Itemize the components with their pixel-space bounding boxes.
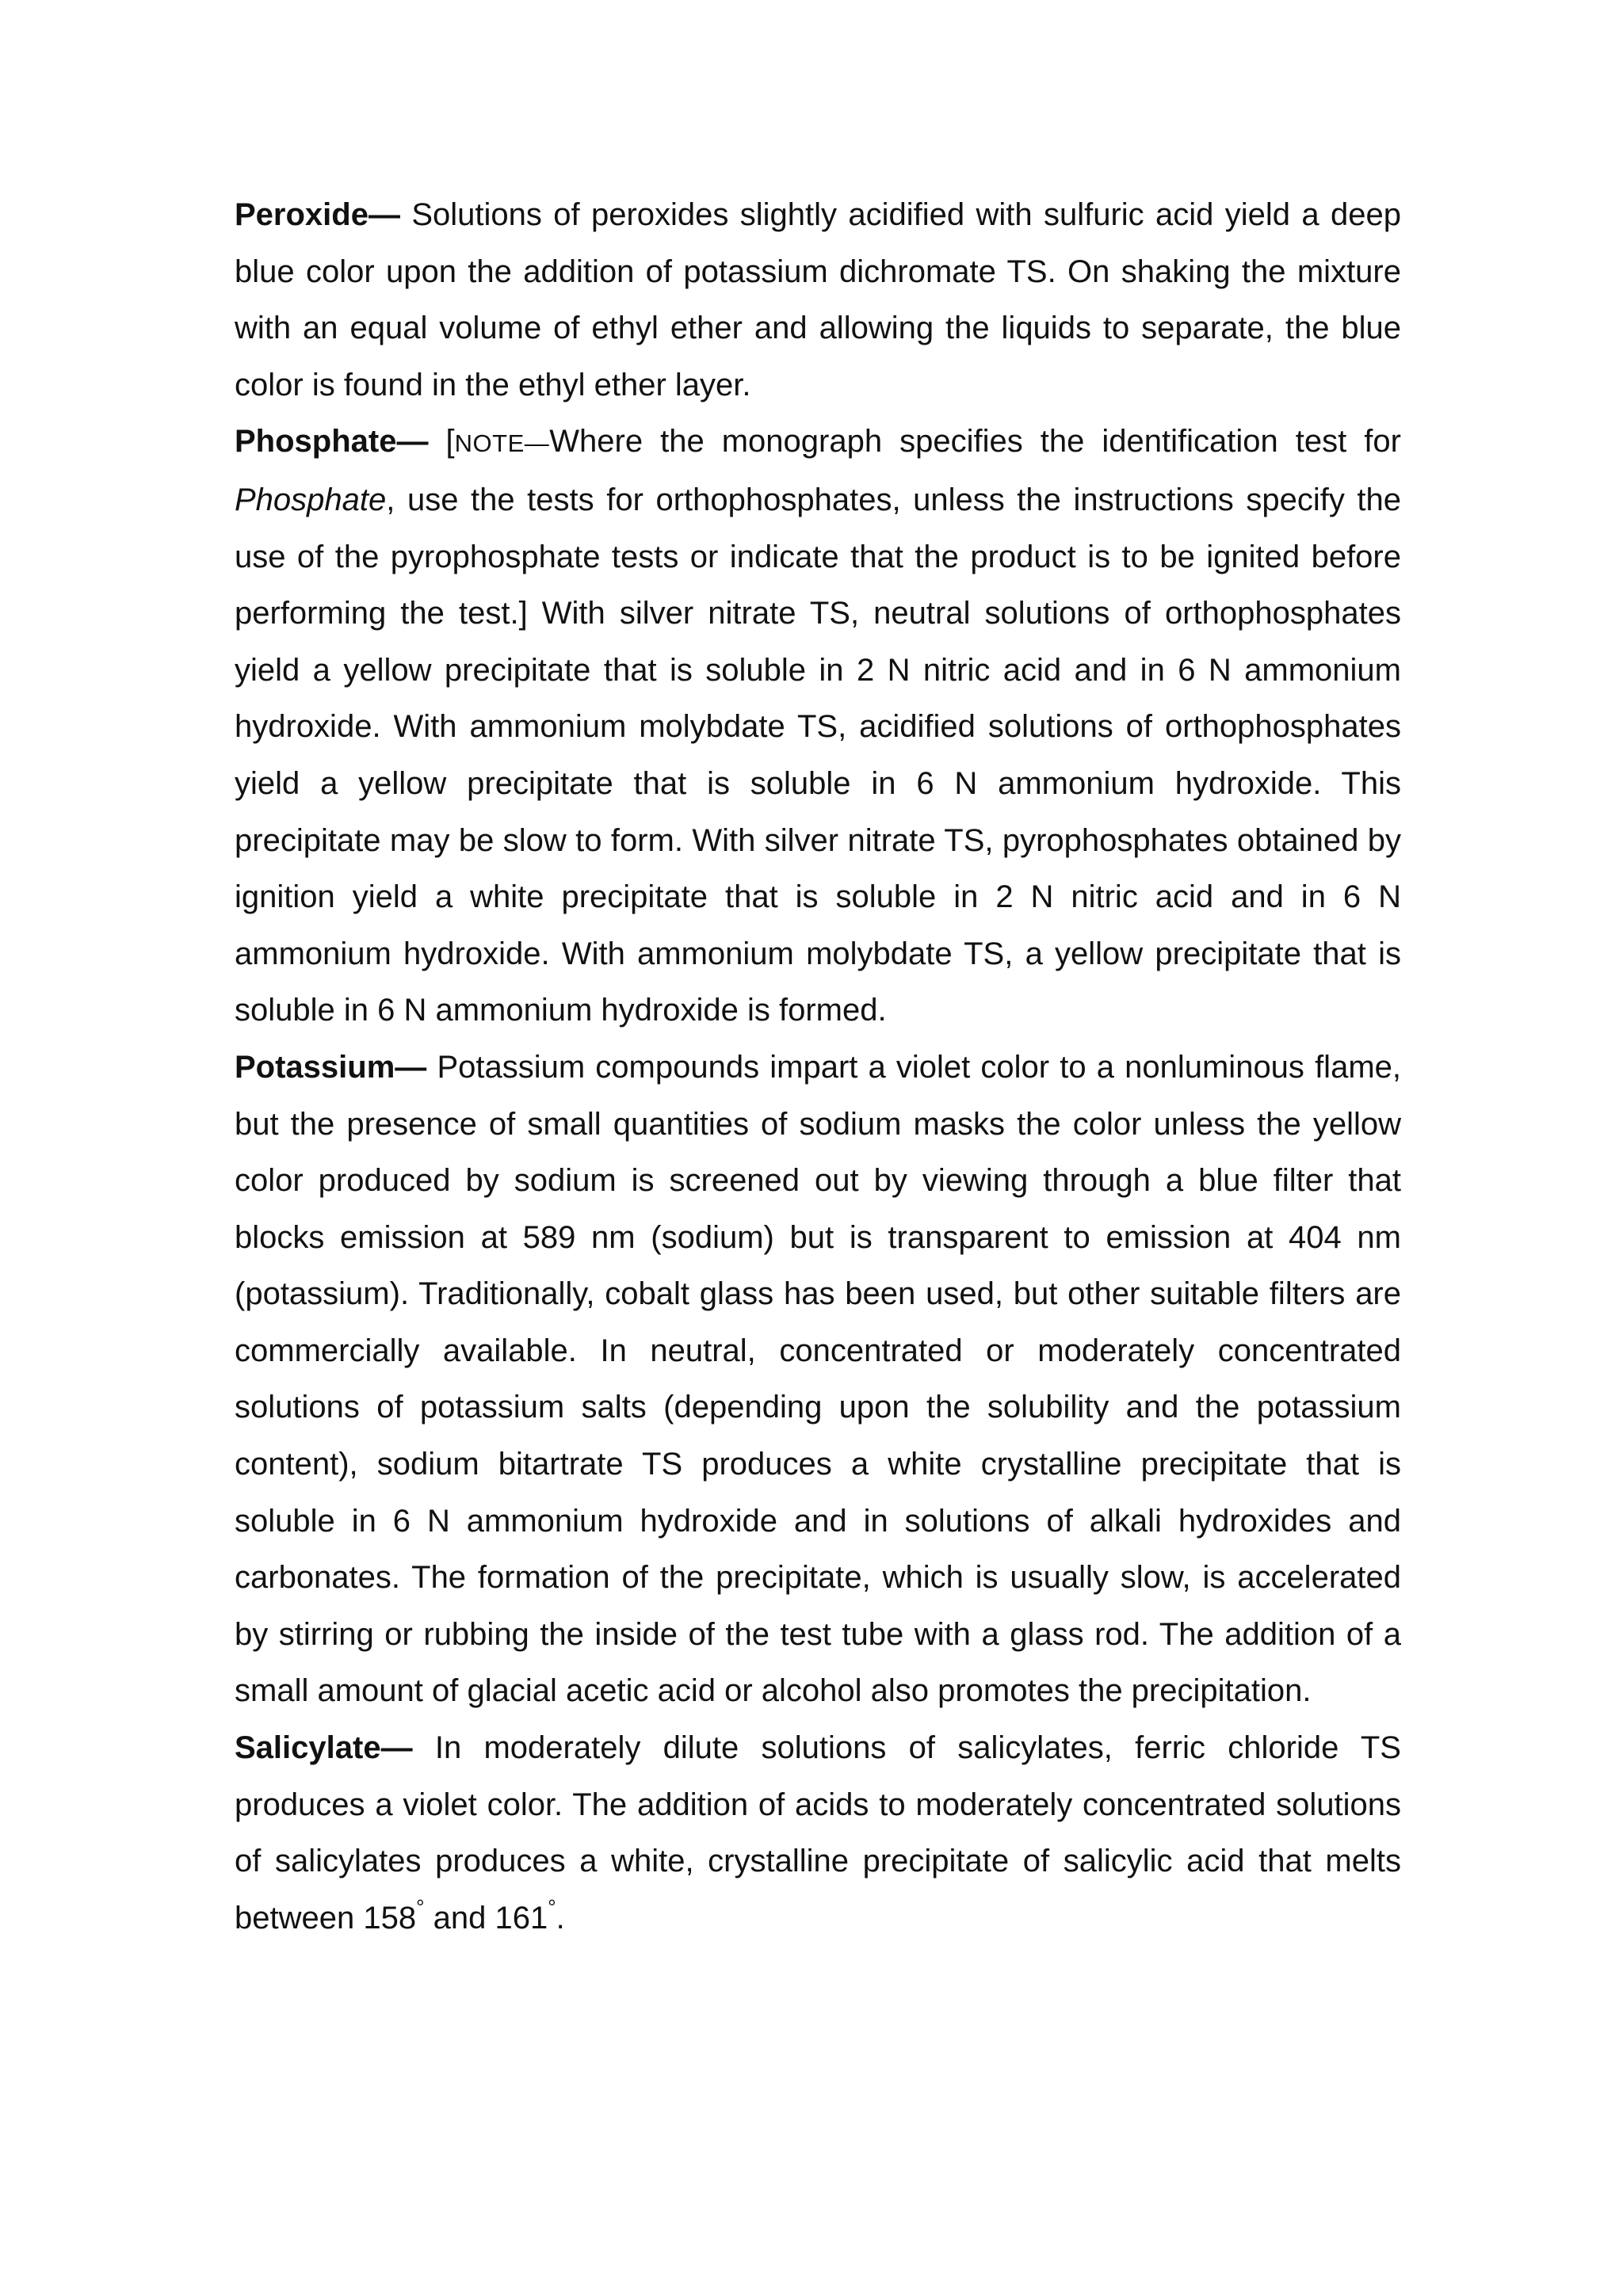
term-salicylate: Salicylate— bbox=[235, 1730, 413, 1766]
note-label: NOTE— bbox=[454, 429, 550, 458]
note-italic-phosphate: Phosphate bbox=[235, 482, 387, 517]
potassium-text: Potassium compounds impart a violet color to a nonluminous flame, but the presence of small quantities of sodium masks the color unless the yellow color produced by sodium is screened out by viewing through a blue filter that blocks emission at 589 nm (sodium) but is transparent to emission at 404 nm (potassium). Traditionally, cobalt glass has been used, but other suitable filters are commercially available. In neutral, concentrated or moderately concentrated solutions of potassium salts (depending upon the solubility and the potassium content), sodium bitartrate TS produces a white crystalline precipitate that is soluble in 6 N ammonium hydroxide and in solutions of alkali hydroxides and carbonates. The formation of the precipitate, which is usually slow, is accelerated by stirring or rubbing the inside of the test tube with a glass rod. The addition of a small amount of glacial acetic acid or alcohol also promotes the precipitation. bbox=[235, 1049, 1401, 1709]
note-text-2: , use the tests for orthophosphates, unless the instructions specify the use of the pyrophosphate tests or indicate that the product is to be ignited before performing the test.] bbox=[235, 482, 1401, 631]
phosphate-text: With silver nitrate TS, neutral solutions of orthophosphates yield a yellow precipitate that is soluble in 2 N nitric acid and in 6 N ammonium hydroxide. With ammonium molybdate TS, acidified solutions of orthophosphates yield a yellow precipitate that is soluble in 6 N ammonium hydroxide. This precipitate may be slow to form. With silver nitrate TS, pyrophosphates obtained by ignition yield a white precipitate that is soluble in 2 N nitric acid and in 6 N ammonium hydroxide. With ammonium molybdate TS, a yellow precipitate that is soluble in 6 N ammonium hydroxide is formed. bbox=[235, 596, 1401, 1028]
salicylate-text-mid: and 161 bbox=[424, 1900, 548, 1936]
degree-symbol-2: ° bbox=[548, 1894, 556, 1919]
term-potassium: Potassium— bbox=[235, 1049, 427, 1085]
term-phosphate: Phosphate— bbox=[235, 424, 429, 460]
salicylate-text: In moderately dilute solutions of salicylates, ferric chloride TS produces a violet color. The addition of acids to moderately concentrated solutions of salicylates produces a white, crystalline precipitate of salicylic acid that melts between 158 bbox=[235, 1730, 1401, 1936]
section-potassium bbox=[235, 1039, 1401, 1720]
document-body bbox=[235, 187, 1401, 1947]
section-peroxide bbox=[235, 187, 1401, 414]
note-text-1: Where the monograph specifies the identification test for bbox=[549, 424, 1401, 460]
note-open-bracket: [ bbox=[445, 424, 455, 460]
section-phosphate bbox=[235, 414, 1401, 1039]
peroxide-text: Solutions of peroxides slightly acidified with sulfuric acid yield a deep blue color upon the addition of potassium dichromate TS. On shaking the mixture with an equal volume of ethyl ether and allowing the liquids to separate, the blue color is found in the ethyl ether layer. bbox=[235, 197, 1401, 402]
term-peroxide: Peroxide— bbox=[235, 197, 400, 232]
degree-symbol-1: ° bbox=[416, 1894, 425, 1919]
salicylate-text-end: . bbox=[556, 1900, 565, 1936]
section-salicylate bbox=[235, 1720, 1401, 1947]
